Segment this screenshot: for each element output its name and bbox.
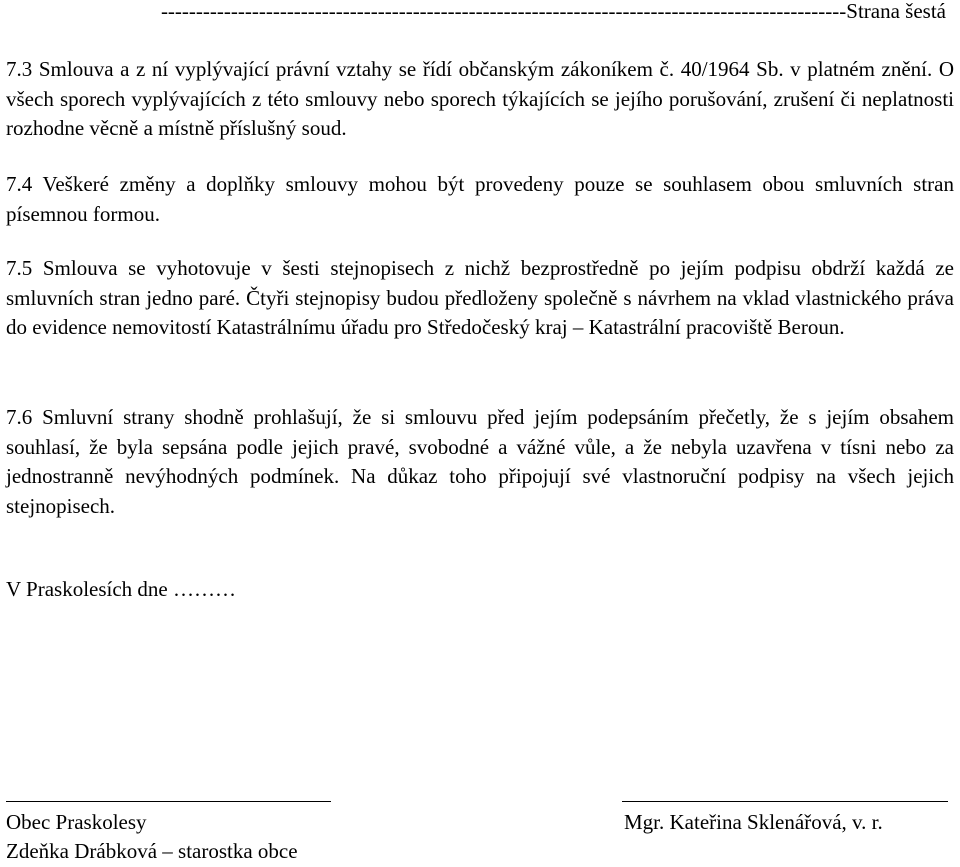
signature-line-right xyxy=(622,801,948,802)
page-header: --------------------------------------------------------------------------------------------------Strana šestá xyxy=(160,0,946,23)
place-and-date: V Praskolesích dne ……… xyxy=(6,577,237,601)
section-7-3: 7.3 Smlouva a z ní vyplývající právní vztahy se řídí občanským zákoníkem č. 40/1964 Sb. v platném znění. O všech sporech vyplývajících z této smlouvy nebo sporech týkajících se jejího porušování, zrušení či neplatnosti rozhodne věcně a místně příslušný soud. xyxy=(6,57,954,140)
signatory-left-name: Obec Praskolesy xyxy=(6,810,147,834)
signatory-left-title: Zdeňka Drábková – starostka obce xyxy=(6,839,298,863)
section-7-6: 7.6 Smluvní strany shodně prohlašují, že si smlouvu před jejím podepsáním přečetly, že s jejím obsahem souhlasí, že byla sepsána podle jejich pravé, svobodné a vážné vůle, a že nebyla uzavřena v tísni nebo za jednostranně nevýhodných podmínek. Na důkaz toho připojují své vlastnoruční podpisy na všech jejich stejnopisech. xyxy=(6,405,954,518)
signatory-right-name: Mgr. Kateřina Sklenářová, v. r. xyxy=(624,810,883,834)
section-7-4: 7.4 Veškeré změny a doplňky smlouvy mohou být provedeny pouze se souhlasem obou smluvních stran písemnou formou. xyxy=(6,172,954,226)
signature-line-left xyxy=(6,801,331,802)
section-7-5: 7.5 Smlouva se vyhotovuje v šesti stejnopisech z nichž bezprostředně po jejím podpisu obdrží každá ze smluvních stran jedno paré. Čtyři stejnopisy budou předloženy společně s návrhem na vklad vlastnického práva do evidence nemovitostí Katastrálnímu úřadu pro Středočeský kraj – Katastrální pracoviště Beroun. xyxy=(6,256,954,339)
